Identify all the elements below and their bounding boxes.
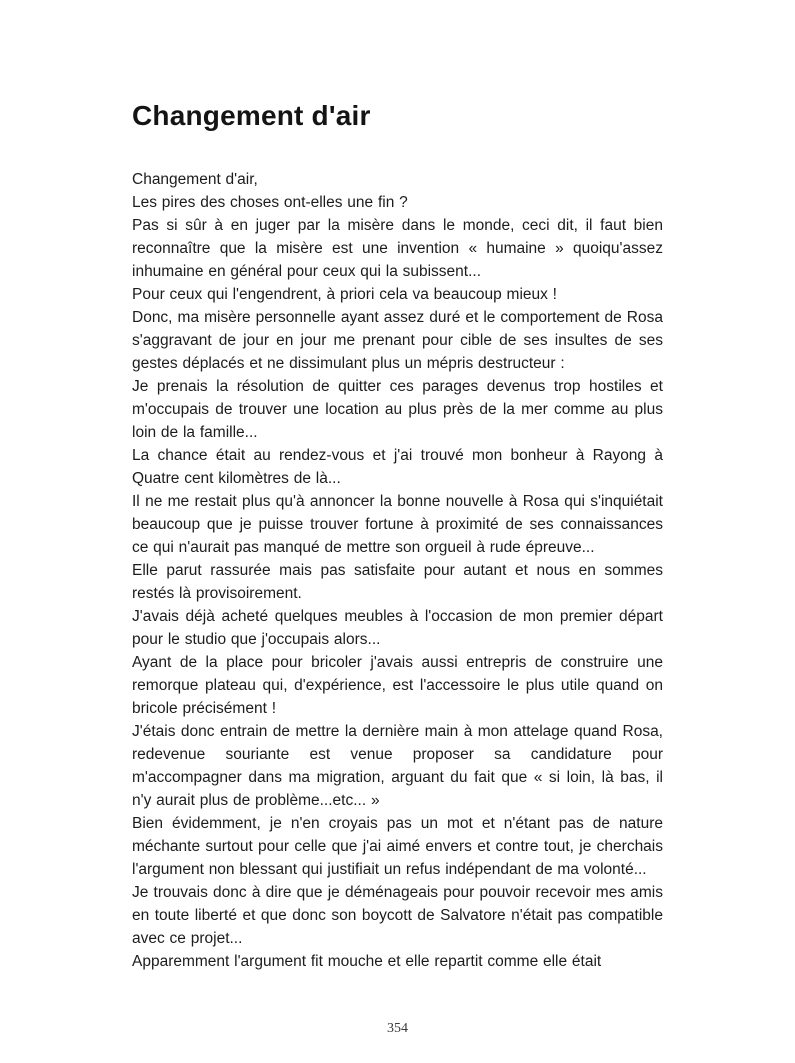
document-body: [132, 168, 663, 973]
paragraph: Il ne me restait plus qu'à annoncer la bonne nouvelle à Rosa qui s'inquiétait beaucoup que je puisse trouver fortune à proximité de ses connaissances ce qui n'aurait pas manqué de mettre son orgueil à rude épreuve...: [132, 493, 663, 556]
paragraph: Pas si sûr à en juger par la misère dans le monde, ceci dit, il faut bien reconnaître que la misère est une invention « humaine » quoiqu'assez inhumaine en général pour ceux qui la subissent...: [132, 217, 663, 280]
paragraph: Elle parut rassurée mais pas satisfaite pour autant et nous en sommes restés là provisoirement.: [132, 562, 663, 602]
paragraph: Je trouvais donc à dire que je déménageais pour pouvoir recevoir mes amis en toute liberté et que donc son boycott de Salvatore n'était pas compatible avec ce projet...: [132, 884, 663, 947]
paragraph: La chance était au rendez-vous et j'ai trouvé mon bonheur à Rayong à Quatre cent kilomètres de là...: [132, 447, 663, 487]
document-title: Changement d'air: [132, 100, 371, 131]
paragraph: J'étais donc entrain de mettre la dernière main à mon attelage quand Rosa, redevenue souriante est venue proposer sa candidature pour m'accompagner dans ma migration, arguant du fait que « si loin, là bas, il n'y aurait plus de problème...etc... »: [132, 723, 663, 809]
paragraph: Les pires des choses ont-elles une fin ?: [132, 194, 408, 211]
page-number: 354: [387, 1021, 408, 1036]
paragraph: Donc, ma misère personnelle ayant assez duré et le comportement de Rosa s'aggravant de jour en jour me prenant pour cible de ses insultes de ses gestes déplacés et ne dissimulant plus un mépris destructeur :: [132, 309, 663, 372]
paragraph: J'avais déjà acheté quelques meubles à l'occasion de mon premier départ pour le studio que j'occupais alors...: [132, 608, 663, 648]
paragraph: Bien évidemment, je n'en croyais pas un mot et n'étant pas de nature méchante surtout pour celle que j'ai aimé envers et contre tout, je cherchais l'argument non blessant qui justifiait un refus indépendant de ma volonté...: [132, 815, 663, 878]
paragraph: Changement d'air,: [132, 171, 258, 188]
page-content: [132, 100, 663, 973]
paragraph: Pour ceux qui l'engendrent, à priori cela va beaucoup mieux !: [132, 286, 557, 303]
paragraph: Apparemment l'argument fit mouche et elle repartit comme elle était: [132, 953, 602, 970]
paragraph: Ayant de la place pour bricoler j'avais aussi entrepris de construire une remorque plateau qui, d'expérience, est l'accessoire le plus utile quand on bricole précisément !: [132, 654, 663, 717]
paragraph: Je prenais la résolution de quitter ces parages devenus trop hostiles et m'occupais de trouver une location au plus près de la mer comme au plus loin de la famille...: [132, 378, 663, 441]
